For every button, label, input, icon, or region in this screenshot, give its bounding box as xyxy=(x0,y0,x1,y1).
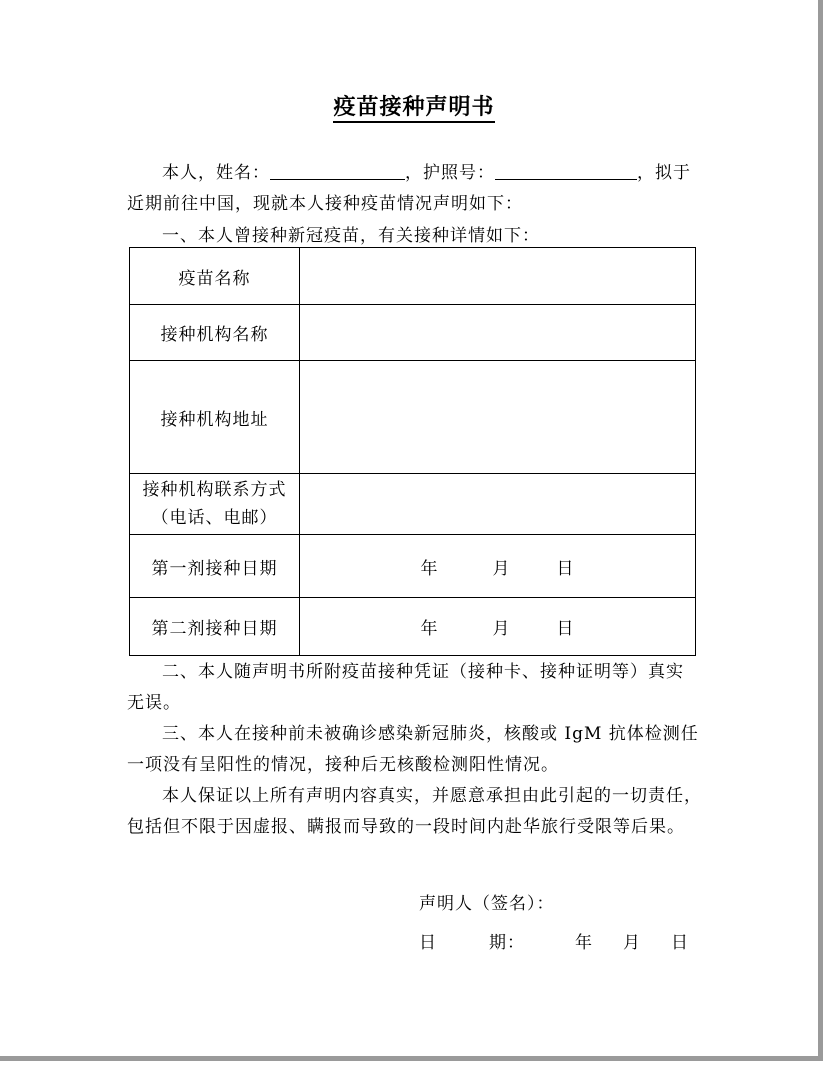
passport-label: ，护照号： xyxy=(405,163,495,183)
signature-month-label: 月 xyxy=(623,933,641,953)
name-blank[interactable] xyxy=(270,163,405,180)
passport-blank[interactable] xyxy=(495,163,637,180)
guarantee-line-2: 包括但不限于因虚报、瞒报而导致的一段时间内赴华旅行受限等后果。 xyxy=(127,817,685,837)
signature-day-label: 日 xyxy=(671,933,689,953)
institution-address-field[interactable] xyxy=(300,361,696,474)
institution-contact-label xyxy=(130,474,300,535)
signature-year-label: 年 xyxy=(575,933,593,953)
institution-name-label: 接种机构名称 xyxy=(130,305,300,361)
intro-suffix: ，拟于 xyxy=(637,163,691,183)
table-row xyxy=(130,598,696,656)
table-row xyxy=(130,474,696,535)
section-3-line-2: 一项没有呈阳性的情况，接种后无核酸检测阳性情况。 xyxy=(127,755,559,775)
table-row xyxy=(130,248,696,305)
intro-line-1 xyxy=(162,158,691,183)
day-label: 日 xyxy=(556,619,575,639)
dose-1-date-field[interactable] xyxy=(300,535,696,598)
guarantee-line-1: 本人保证以上所有声明内容真实，并愿意承担由此引起的一切责任， xyxy=(162,786,702,806)
dose-2-date-label: 第二剂接种日期 xyxy=(130,598,300,656)
section-1-heading: 一、本人曾接种新冠疫苗，有关接种详情如下： xyxy=(162,226,540,246)
date-label-first: 日 xyxy=(419,933,437,953)
table-row xyxy=(130,305,696,361)
year-label: 年 xyxy=(420,619,439,639)
year-label: 年 xyxy=(420,558,439,579)
intro-prefix: 本人，姓名： xyxy=(162,163,270,183)
date-label-second: 期： xyxy=(489,933,525,953)
contact-label-line-2: （电话、电邮） xyxy=(151,508,278,528)
intro-line-2: 近期前往中国，现就本人接种疫苗情况声明如下： xyxy=(127,194,523,214)
section-2-line-1: 二、本人随声明书所附疫苗接种凭证（接种卡、接种证明等）真实 xyxy=(162,662,684,682)
dose-1-date-label: 第一剂接种日期 xyxy=(130,535,300,598)
signature-date-line xyxy=(419,928,689,953)
institution-address-label: 接种机构地址 xyxy=(130,361,300,474)
contact-label-line-1: 接种机构联系方式 xyxy=(142,480,287,500)
title-text: 疫苗接种声明书 xyxy=(333,94,494,123)
institution-name-field[interactable] xyxy=(300,305,696,361)
month-label: 月 xyxy=(492,619,511,639)
vaccination-details-table xyxy=(129,247,696,656)
document-title xyxy=(0,90,828,121)
month-label: 月 xyxy=(492,558,511,579)
day-label: 日 xyxy=(556,558,575,579)
vaccine-name-label: 疫苗名称 xyxy=(130,248,300,305)
table-row xyxy=(130,361,696,474)
dose-2-date-field[interactable] xyxy=(300,598,696,656)
table-row xyxy=(130,535,696,598)
section-2-line-2: 无误。 xyxy=(127,693,181,713)
vaccine-name-field[interactable] xyxy=(300,248,696,305)
section-3-line-1: 三、本人在接种前未被确诊感染新冠肺炎，核酸或 IgM 抗体检测任 xyxy=(162,724,699,744)
institution-contact-field[interactable] xyxy=(300,474,696,535)
declarant-signature-label: 声明人（签名）： xyxy=(419,894,555,914)
